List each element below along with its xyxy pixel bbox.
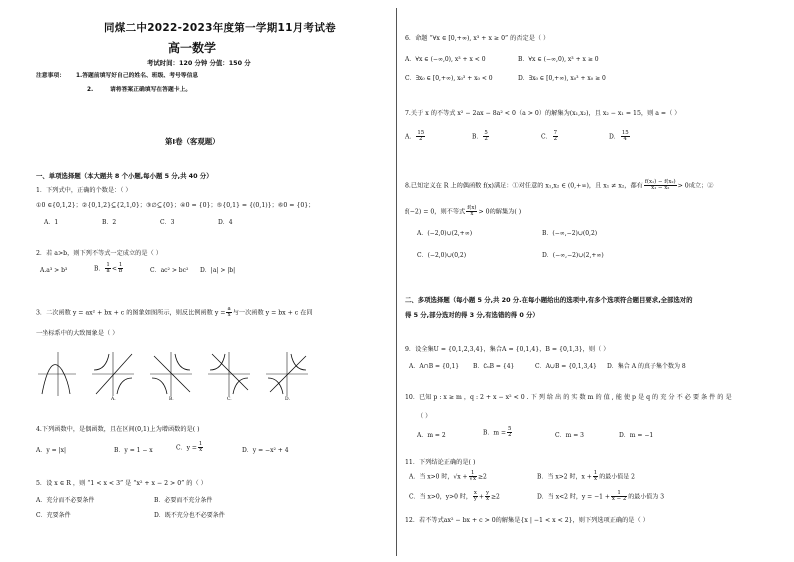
q3-parabola-graph <box>38 352 76 396</box>
q6-option-c: C．∃x₀ ∈ [0,+∞), x₀³ + x₀ < 0 <box>405 75 493 82</box>
section1-title: 一、单项选择题（本大题共 8 个小题,每小题 5 分,共 40 分） <box>36 172 213 180</box>
q4-stem: 4.下列函数中，是偶函数，且在区间(0,1)上为增函数的是( ) <box>36 426 200 433</box>
q3-option-d-graph <box>266 352 308 396</box>
q9-option-a: A．A∩B = {0,1} <box>409 363 460 370</box>
q7-option-b: B． $\frac{5}{2}$ <box>472 130 488 143</box>
q3-label-c: C. <box>227 397 232 401</box>
notice-label: 注意事项： <box>36 73 65 79</box>
q6-stem: 6．命题 “∀x ∈ [0,+∞), x³ + x ≥ 0” 的否定是（ ） <box>405 35 550 42</box>
q1-option-a: A．1 <box>44 219 59 226</box>
q3-graphs <box>36 346 336 401</box>
q10-option-d: D．m = −1 <box>619 432 654 439</box>
q6-option-d: D．∃x₀ ∈ [0,+∞), x₀³ + x₀ ≥ 0 <box>518 75 606 82</box>
q10-option-a: A．m = 2 <box>417 432 446 439</box>
q7-option-c: C． $\frac{7}{2}$ <box>541 130 558 143</box>
q8-stem: 8.已知定义在 R 上的偶函数 f(x)满足：①对任意的 x₁,x₂ ∈ (0,+∞)，且 x₁ ≠ x₂，都有 $\frac{\text{f(x₁) − f(x₂)}}{\text{x₁ − x₂}}$ > 0成立；② <box>405 179 714 192</box>
q4-option-b: B．y = 1 − x <box>114 447 153 454</box>
q5-option-b: B．必要而不充分条件 <box>154 497 213 504</box>
q5-option-c: C．充要条件 <box>36 512 71 519</box>
q1-option-d: D．4 <box>218 219 233 226</box>
q2-option-a: A.a³ > b³ <box>40 267 68 274</box>
q11-option-c: C．当 x>0，y>0 时， $\frac{x}{y}$ + $\frac{y}{x}$ ≥2 <box>409 490 500 503</box>
q9-option-c: C．A∪B = {0,1,3,4} <box>535 363 597 370</box>
exam-info: 考试时间：120 分钟 分值：150 分 <box>147 59 251 67</box>
exam-title: 同煤二中2022-2023年度第一学期11月考试卷 <box>104 22 336 34</box>
q11-option-d: D．当 x<2 时，y = −1 + $\frac{1}{x - 2}$ 的最小值为 3 <box>537 490 665 503</box>
q5-option-a: A．充分而不必要条件 <box>36 497 95 504</box>
q1-stem: 1．下列式中，正确的个数是：（ ） <box>36 187 132 194</box>
q1-option-b: B．2 <box>102 219 117 226</box>
section2-title-line1: 二、多项选择题（每小题 5 分,共 20 分.在每小题给出的选项中,有多个选项符合题目要求,全部选对的 <box>405 296 693 304</box>
notice-item-1: 1.答题前填写好自己的姓名、班级、考号等信息 <box>76 73 199 79</box>
part1-title: 第Ⅰ卷（客观题） <box>165 137 220 146</box>
section2-title-line2: 得 5 分,部分选对的得 3 分,有选错的得 0 分） <box>405 311 539 319</box>
q3-option-c-graph <box>208 352 250 396</box>
q12-stem: 12．若不等式ax² − bx + c > 0的解集是{x | −1 < x < 2}，则下列选项正确的是（ ） <box>405 517 649 524</box>
q9-option-d: D．集合 A 的真子集个数为 8 <box>607 363 686 370</box>
q1-content: ①0 ∈{0,1,2}；②{0,1,2}⊆{2,1,0}；③∅⊆{0}；④0 = {0}；⑤{0,1} = {(0,1)}；⑥0 = {0}； <box>36 202 315 209</box>
notice-item-2-num: 2. <box>87 87 94 93</box>
q3-option-b-graph <box>150 352 192 396</box>
q11-stem: 11．下列结论正确的是( ) <box>405 459 476 466</box>
q8-stem-line2: f(−2) = 0，则不等式 $\frac{f(x)}{x}$ > 0的解集为( ) <box>405 205 522 218</box>
right-column <box>397 0 794 562</box>
q3-label-a: A. <box>111 397 116 401</box>
q6-option-b: B．∀x ∈ (−∞,0), x³ + x ≥ 0 <box>518 56 599 63</box>
q10-option-b: B．m = $\frac{5}{2}$ <box>483 426 512 439</box>
q4-option-c: C．y = $\frac{1}{x}$ <box>176 441 203 454</box>
q2-option-d: D．|a| > |b| <box>200 267 236 274</box>
q3-option-a-graph <box>92 352 134 396</box>
q7-stem: 7.关于 x 的不等式 x² − 2ax − 8a² < 0（a > 0）的解集为(x₁,x₂)，且 x₂ − x₁ = 15，则 a =（ ） <box>405 110 681 117</box>
q3-stem-line2: 一坐标系中的大致图象是（ ） <box>36 330 119 337</box>
q8-option-d: D．(−∞,−2)∪(2,+∞) <box>542 252 604 259</box>
q7-option-a: A． $\frac{15}{2}$ <box>405 130 425 143</box>
q3-label-b: B. <box>169 397 174 401</box>
q8-option-a: A．(−2,0)∪(2,+∞) <box>417 230 473 237</box>
q4-option-a: A．y = |x| <box>36 447 66 454</box>
q2-stem: 2．若 a>b，则下列不等式一定成立的是（ ） <box>36 250 162 257</box>
q3-label-d: D. <box>285 397 290 401</box>
q5-option-d: D．既不充分也不必要条件 <box>154 512 225 519</box>
q6-option-a: A．∀x ∈ (−∞,0), x³ + x < 0 <box>405 56 486 63</box>
q8-option-b: B．(−∞,−2)∪(0,2) <box>542 230 598 237</box>
q11-option-b: B．当 x>2 时，x + $\frac{1}{x}$ 的最小值是 2 <box>537 470 635 483</box>
q10-stem: 10．已知 p : x ≥ m ，q : 2 + x − x² < 0 . 下 列 给 出 的 实 数 m 的 值 , 能 使 p 是 q 的 充 分 不 必 要 条 件 的 是 <box>405 394 732 401</box>
q5-stem: 5．设 x ∈ R ，则 “1 < x < 3” 是 “x² + x − 2 > 0” 的（ ） <box>36 480 207 487</box>
q2-option-b: B． $\frac{1}{a}$ < $\frac{1}{b}$ <box>94 262 123 275</box>
q1-option-c: C．3 <box>160 219 175 226</box>
q2-option-c: C．ac² > bc² <box>150 267 189 274</box>
q7-option-d: D． $\frac{15}{4}$ <box>609 130 629 143</box>
q10-stem-line2: （ ） <box>417 413 432 420</box>
exam-subject: 高一数学 <box>168 41 217 55</box>
q9-option-b: B．∁ᵤB = {4} <box>473 363 515 370</box>
q3-stem: 3．二次函数 y = ax² + bx + c 的图象如图所示，则反比例函数 y = $\frac{a}{x}$ 与一次函数 y = bx + c 在同 <box>36 306 313 319</box>
q4-option-d: D．y = −x² + 4 <box>242 447 289 454</box>
q10-option-c: C．m = 3 <box>555 432 584 439</box>
q8-option-c: C．(−2,0)∪(0,2) <box>417 252 467 259</box>
q11-option-a: A．当 x>0 时，√x + $\frac{1}{√x}$ ≥2 <box>409 470 487 483</box>
notice-item-2: 请将答案正确填写在答题卡上。 <box>110 87 192 93</box>
q9-stem: 9．设全集U = {0,1,2,3,4}，集合A = {0,1,4}，B = {0,1,3}，则（ ） <box>405 346 610 353</box>
